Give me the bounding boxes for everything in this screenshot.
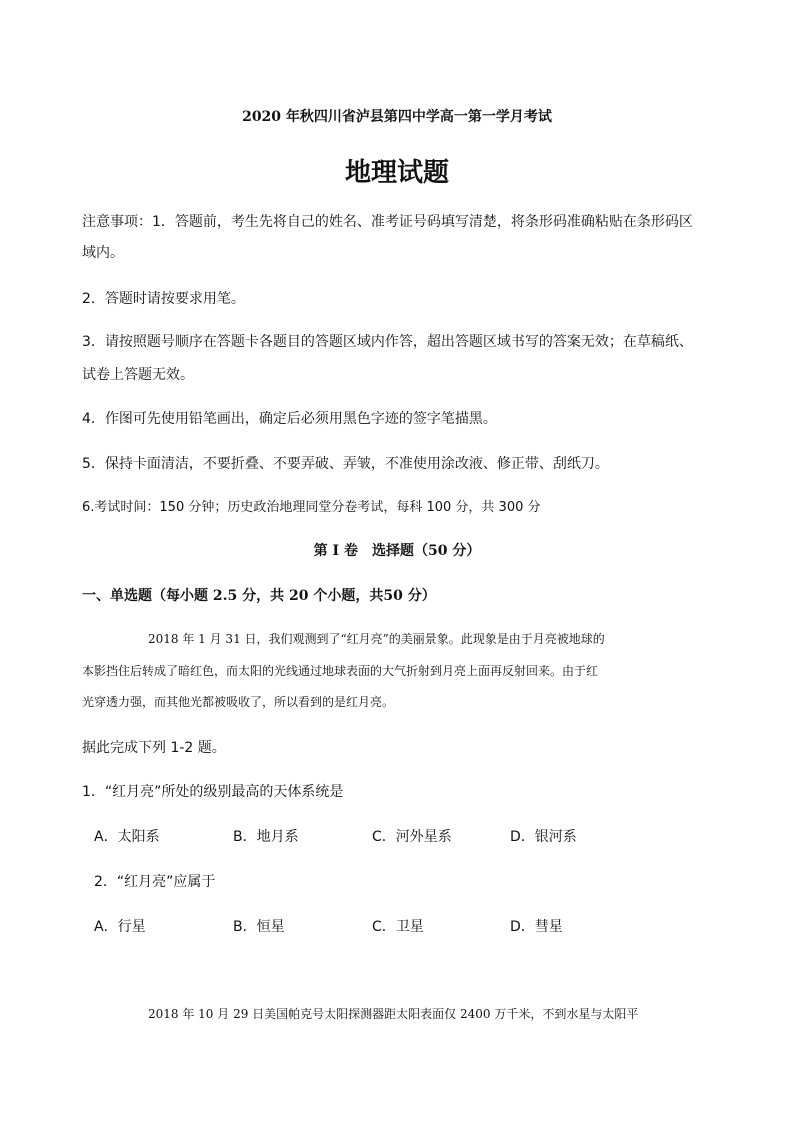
question-2-option-c: C．卫星 [372, 919, 424, 935]
part-title: 第 I 卷 选择题（50 分） [313, 543, 481, 559]
section-heading: 一、单选题（每小题 2.5 分，共 20 个小题，共50 分） [82, 588, 436, 604]
note-3-line-1: 3．请按照题号顺序在答题卡各题目的答题区域内作答，超出答题区域书写的答案无效；在草稿纸、 [82, 334, 693, 350]
passage-2-line-1: 2018 年 10 月 29 日美国帕克号太阳探测器距太阳表面仅 2400 万千米，不到水星与太阳平 [148, 1007, 639, 1021]
question-2-option-a: A．行星 [94, 919, 146, 935]
question-2-option-d: D．彗星 [510, 919, 563, 935]
question-1-option-b: B．地月系 [233, 829, 299, 845]
note-2: 2．答题时请按要求用笔。 [82, 291, 245, 307]
passage-1-line-1: 2018 年 1 月 31 日，我们观测到了“红月亮”的美丽景象。此现象是由于月亮被地球的 [148, 632, 605, 646]
note-4: 4．作图可先使用铅笔画出，确定后必须用黑色字迹的签字笔描黑。 [82, 411, 497, 427]
question-1-option-c: C．河外星系 [372, 829, 452, 845]
question-1-option-d: D．银河系 [510, 829, 577, 845]
question-2-option-b: B．恒星 [233, 919, 285, 935]
note-6: 6.考试时间：150 分钟；历史政治地理同堂分卷考试，每科 100 分，共 300 分 [82, 500, 541, 515]
question-1-stem: 1．“红月亮”所处的级别最高的天体系统是 [82, 784, 344, 800]
passage-1-instruction: 据此完成下列 1-2 题。 [82, 740, 226, 756]
question-1-option-a: A．太阳系 [94, 829, 160, 845]
question-2-stem: 2．“红月亮”应属于 [94, 874, 216, 890]
note-1-line-2: 域内。 [82, 245, 124, 261]
note-3-line-2: 试卷上答题无效。 [82, 367, 194, 383]
subject-title: 地理试题 [344, 158, 449, 188]
note-1-line-1: 注意事项：1．答题前，考生先将自己的姓名、准考证号码填写清楚，将条形码准确粘贴在条形码区 [82, 214, 693, 230]
exam-title: 2020 年秋四川省泸县第四中学高一第一学月考试 [242, 109, 552, 125]
passage-1-line-3: 光穿透力强，而其他光都被吸收了，所以看到的是红月亮。 [82, 695, 395, 709]
passage-1-line-2: 本影挡住后转成了暗红色，而太阳的光线通过地球表面的大气折射到月亮上面再反射回来。由于红 [82, 664, 599, 678]
note-5: 5．保持卡面清洁，不要折叠、不要弄破、弄皱，不准使用涂改液、修正带、刮纸刀。 [82, 456, 609, 472]
